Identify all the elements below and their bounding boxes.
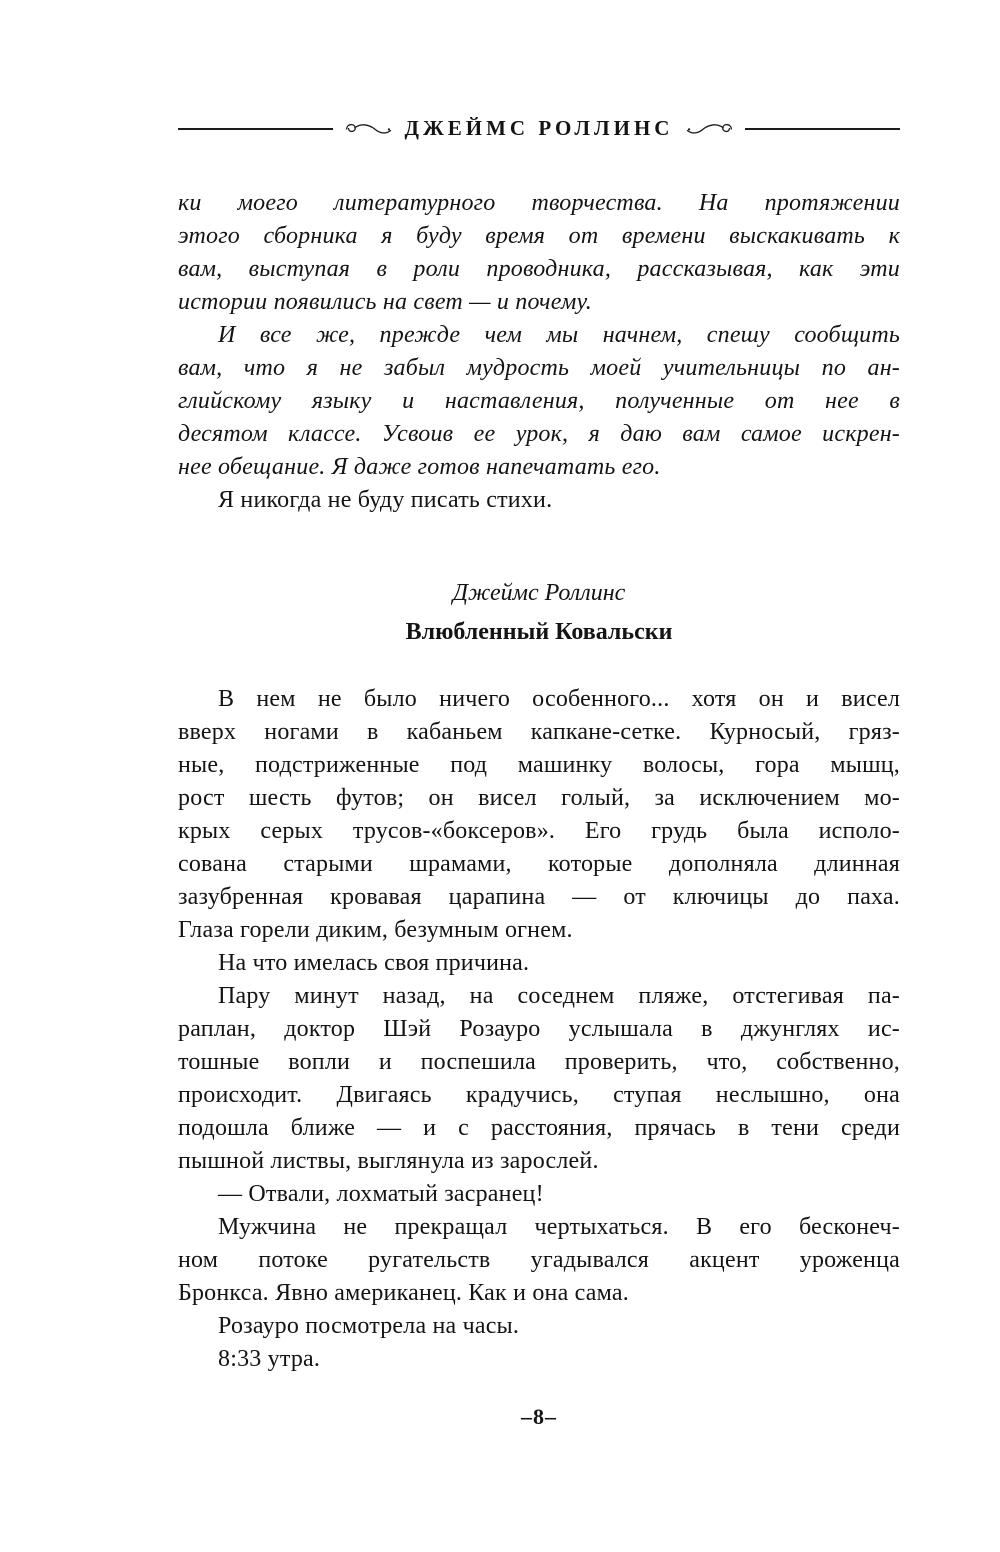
text-line: подошла ближе — и с расстояния, прячась в тени среди	[178, 1115, 900, 1141]
text-line: истории появились на свет — и почему.	[178, 289, 593, 315]
text-line: вам, выступая в роли проводника, рассказывая, как эти	[178, 256, 900, 282]
paragraph	[178, 1310, 900, 1343]
header-rule-right	[745, 128, 900, 130]
page-header	[178, 116, 900, 141]
text-line: ном потоке ругательств угадывался акцент уроженца	[178, 1247, 900, 1273]
page-footer	[178, 1404, 900, 1430]
text-line: вверх ногами в кабаньем капкане-сетке. Курносый, гряз-	[178, 719, 900, 745]
paragraph	[178, 1343, 900, 1376]
text-line: глийскому языку и наставления, полученные от нее в	[178, 388, 900, 414]
story-text	[178, 683, 900, 1376]
header-rule-left	[178, 128, 333, 130]
text-line: На что имелась своя причина.	[218, 950, 530, 976]
left-flourish-icon	[341, 119, 393, 139]
text-line: Глаза горели диким, безумным огнем.	[178, 917, 573, 943]
text-line: — Отвали, лохматый засранец!	[218, 1181, 544, 1207]
text-line: ки моего литературного творчества. На протяжении	[178, 190, 900, 216]
text-line: зазубренная кровавая царапина — от ключицы до паха.	[178, 884, 900, 910]
text-line: тошные вопли и поспешила проверить, что, собственно,	[178, 1049, 900, 1075]
paragraph	[178, 484, 900, 517]
text-line: этого сборника я буду время от времени выскакивать к	[178, 223, 900, 249]
text-line: Бронкса. Явно американец. Как и она сама.	[178, 1280, 629, 1306]
paragraph	[178, 980, 900, 1178]
text-line: 8:33 утра.	[218, 1346, 321, 1372]
paragraph	[178, 947, 900, 980]
story-title: Влюбленный Ковальски	[405, 619, 673, 645]
text-line: В нем не было ничего особенного... хотя он и висел	[218, 686, 900, 712]
paragraph	[178, 1178, 900, 1211]
text-line: десятом классе. Усвоив ее урок, я даю вам самое искрен-	[178, 421, 900, 447]
text-line: крых серых трусов-«боксеров». Его грудь была исполо-	[178, 818, 900, 844]
paragraph	[178, 683, 900, 947]
text-line: раплан, доктор Шэй Розауро услышала в джунглях ис-	[178, 1016, 900, 1042]
running-title: ДЖЕЙМС РОЛЛИНС	[404, 116, 674, 140]
text-line: происходит. Двигаясь крадучись, ступая неслышно, она	[178, 1082, 900, 1108]
paragraph	[178, 319, 900, 484]
text-line: ные, подстриженные под машинку волосы, гора мышц,	[178, 752, 900, 778]
story-heading	[178, 575, 900, 653]
text-line: Пару минут назад, на соседнем пляже, отстегивая па-	[218, 983, 900, 1009]
page-number: –8–	[521, 1404, 557, 1429]
story-author: Джеймс Роллинс	[452, 580, 626, 606]
text-line: И все же, прежде чем мы начнем, спешу сообщить	[218, 322, 900, 348]
paragraph	[178, 1211, 900, 1310]
text-line: рост шесть футов; он висел голый, за исключением мо-	[178, 785, 900, 811]
intro-text	[178, 187, 900, 517]
text-line: сована старыми шрамами, которые дополняла длинная	[178, 851, 900, 877]
text-line: Розауро посмотрела на часы.	[218, 1313, 520, 1339]
right-flourish-icon	[685, 119, 737, 139]
text-line: пышной листвы, выглянула из зарослей.	[178, 1148, 599, 1174]
text-line: нее обещание. Я даже готов напечатать его.	[178, 454, 661, 480]
text-line: вам, что я не забыл мудрость моей учительницы по ан-	[178, 355, 900, 381]
paragraph	[178, 187, 900, 319]
text-line: Мужчина не прекращал чертыхаться. В его бесконеч-	[218, 1214, 900, 1240]
text-line: Я никогда не буду писать стихи.	[218, 487, 553, 513]
